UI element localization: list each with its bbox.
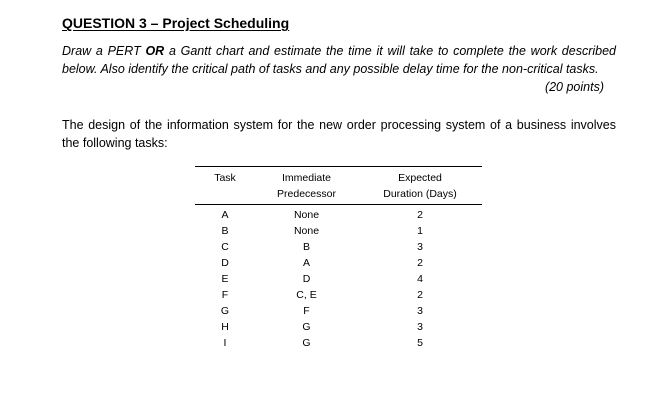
duration-cell: 5 — [417, 337, 423, 349]
question-points: (20 points) — [544, 80, 604, 94]
instructions-text-part2: a Gantt chart and estimate the time it will take to complete the work described below. Also identify the critical path of tasks and any possible delay time for the non-critical tasks. — [62, 44, 617, 76]
task-cell: D — [221, 257, 229, 269]
duration-cell: 2 — [417, 209, 423, 221]
task-cell: G — [220, 305, 230, 317]
points-line — [62, 78, 616, 96]
table-row — [195, 223, 482, 239]
table-row — [195, 205, 482, 224]
question-instructions — [62, 42, 616, 96]
header-duration-line2: Duration (Days) — [383, 188, 457, 200]
table-row — [195, 319, 482, 335]
table-row — [195, 271, 482, 287]
question-heading: QUESTION 3 – Project Scheduling — [62, 15, 290, 31]
duration-cell: 3 — [417, 305, 423, 317]
instructions-or-emphasis: OR — [145, 44, 165, 58]
task-cell: I — [223, 337, 227, 349]
predecessor-cell: A — [302, 257, 310, 269]
task-cell: A — [221, 209, 229, 221]
header-predecessor-line2: Predecessor — [277, 188, 336, 200]
header-predecessor-line1: Immediate — [281, 172, 332, 184]
predecessor-cell: B — [302, 241, 310, 253]
predecessor-cell: None — [293, 225, 320, 237]
duration-cell: 2 — [417, 257, 423, 269]
table-row — [195, 287, 482, 303]
predecessor-cell: G — [302, 321, 311, 333]
header-duration-line1: Expected — [398, 172, 442, 184]
duration-cell: 2 — [417, 289, 423, 301]
predecessor-cell: G — [302, 337, 311, 349]
task-cell: B — [221, 225, 229, 237]
instructions-text-part1: Draw a PERT — [62, 44, 146, 58]
header-task-label: Task — [214, 172, 236, 184]
header-task — [195, 167, 255, 205]
predecessor-cell: D — [302, 273, 311, 285]
task-table — [195, 166, 482, 351]
duration-cell: 1 — [417, 225, 423, 237]
task-cell: E — [221, 273, 229, 285]
task-cell: C — [221, 241, 229, 253]
task-cell: H — [221, 321, 229, 333]
task-cell: F — [221, 289, 229, 301]
predecessor-cell: C, E — [296, 289, 317, 301]
task-description: The design of the information system for the new order processing system of a business involves the following tasks: — [62, 118, 616, 150]
duration-cell: 3 — [417, 241, 423, 253]
table-row — [195, 255, 482, 271]
duration-cell: 3 — [417, 321, 423, 333]
table-row — [195, 335, 482, 351]
table-row — [195, 239, 482, 255]
duration-cell: 4 — [417, 273, 423, 285]
predecessor-cell: None — [293, 209, 320, 221]
predecessor-cell: F — [303, 305, 310, 317]
header-predecessor — [255, 167, 358, 205]
table-header-row — [195, 167, 482, 205]
table-row — [195, 303, 482, 319]
header-duration — [358, 167, 482, 205]
